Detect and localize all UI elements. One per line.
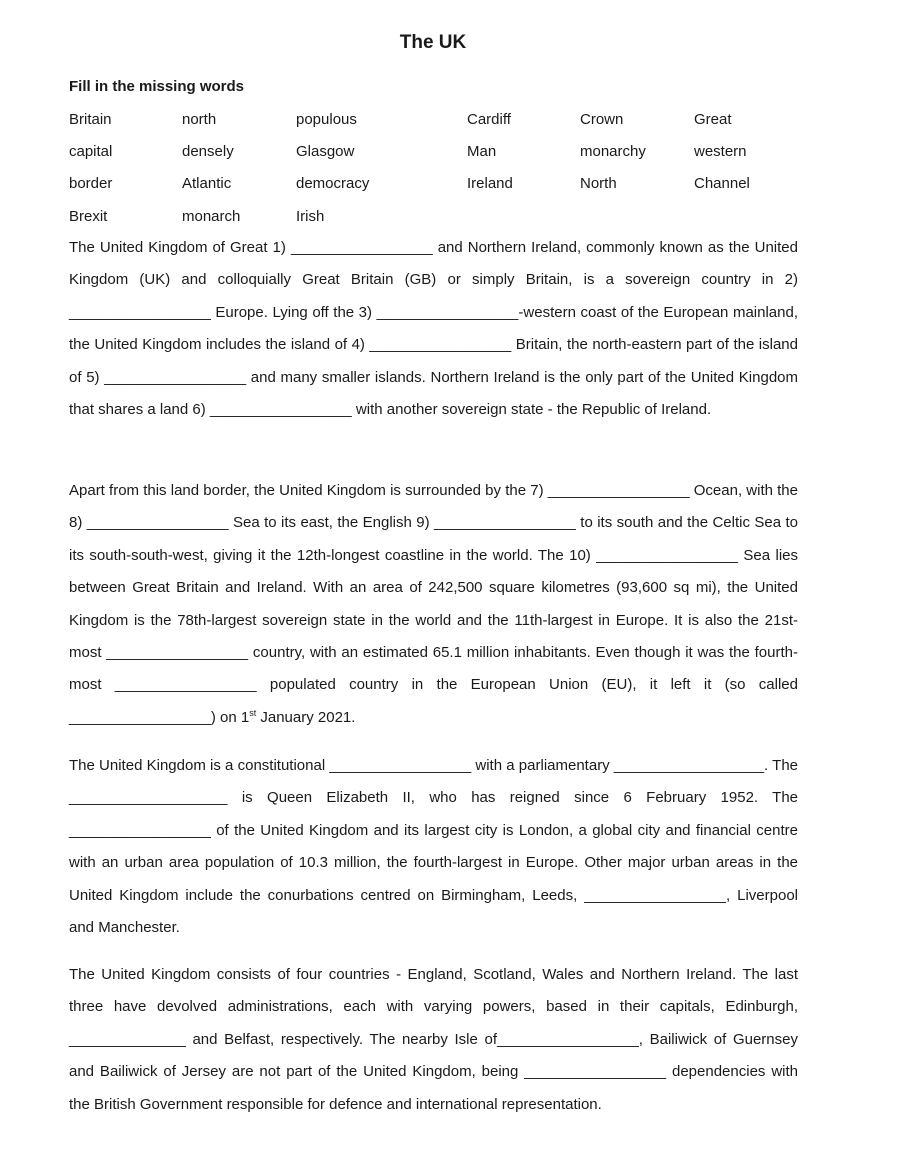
word-bank-item: monarchy	[580, 143, 646, 161]
word-bank-item: populous	[296, 110, 357, 128]
word-bank-item: Brexit	[69, 207, 108, 225]
word-bank-item: western	[694, 143, 747, 161]
word-bank-item: Glasgow	[296, 143, 355, 161]
word-bank-item: north	[182, 110, 217, 128]
instructions-heading: Fill in the missing words	[69, 78, 245, 95]
paragraph-2	[69, 475, 798, 734]
paragraph-3: The United Kingdom is a constitutional _________________ with a parliamentary __________________. The ___________________ is Queen Elizabeth II, who has reigned since 6 February 1952. The _________________ of the United Kingdom and its largest city is London, a global city and financial centre with an urban area population of 10.3 million, the fourth-largest in Europe. Other major urban areas in the United Kingdom include the conurbations centred on Birmingham, Leeds, _________________, Liverpool and Manchester.	[69, 757, 798, 937]
word-bank-item: Great	[694, 110, 732, 128]
word-bank-item: densely	[182, 143, 234, 161]
word-bank-item: Britain	[69, 110, 112, 128]
word-bank-item: Irish	[296, 207, 325, 225]
word-bank-item: Channel	[694, 175, 750, 193]
paragraph-1: The United Kingdom of Great 1) _________________ and Northern Ireland, commonly known as the United Kingdom (UK) and colloquially Great Britain (GB) or simply Britain, is a sovereign country in 2) _________________ Europe. Lying off the 3) _________________-western coast of the European mainland, the United Kingdom includes the island of 4) _________________ Britain, the north-eastern part of the island of 5) _________________ and many smaller islands. Northern Ireland is the only part of the United Kingdom that shares a land 6) _________________ with another sovereign state - the Republic of Ireland.	[69, 239, 798, 419]
paragraph-2-text: Apart from this land border, the United Kingdom is surrounded by the 7) _________________ Ocean, with the 8) _________________ Sea to its east, the English 9) _________________ to its south and the Celtic Sea to its south-south-west, giving it the 12th-longest coastline in the world. The 10) _________________ Sea lies between Great Britain and Ireland. With an area of 242,500 square kilometres (93,600 sq mi), the United Kingdom is the 78th-largest sovereign state in the world and the 11th-largest in Europe. It is also the 21st-most _________________ country, with an estimated 65.1 million inhabitants. Even though it was the fourth-most _________________ populated country in the European Union (EU), it left it (so called _________________) on 1	[69, 482, 798, 726]
word-bank-item: border	[69, 175, 113, 193]
word-bank-item: North	[580, 175, 617, 193]
word-bank-item: Cardiff	[467, 110, 511, 128]
ordinal-suffix: st	[249, 707, 257, 718]
word-bank-item: Ireland	[467, 175, 513, 193]
word-bank-item: monarch	[182, 207, 241, 225]
word-bank-item: Crown	[580, 110, 624, 128]
word-bank-item: democracy	[296, 175, 370, 193]
word-bank-item: Man	[467, 143, 497, 161]
word-bank	[69, 103, 789, 233]
word-bank-item: capital	[69, 143, 113, 161]
page-title: The UK	[399, 32, 467, 53]
paragraph-4: The United Kingdom consists of four countries - England, Scotland, Wales and Northern Ireland. The last three have devolved administrations, each with varying powers, based in their capitals, Edinburgh, ______________ and Belfast, respectively. The nearby Isle of_________________, Bailiwick of Guernsey and Bailiwick of Jersey are not part of the United Kingdom, being _________________ dependencies with the British Government responsible for defence and international representation.	[69, 966, 798, 1113]
paragraph-2-end: January 2021.	[256, 708, 356, 726]
word-bank-item: Atlantic	[182, 175, 232, 193]
